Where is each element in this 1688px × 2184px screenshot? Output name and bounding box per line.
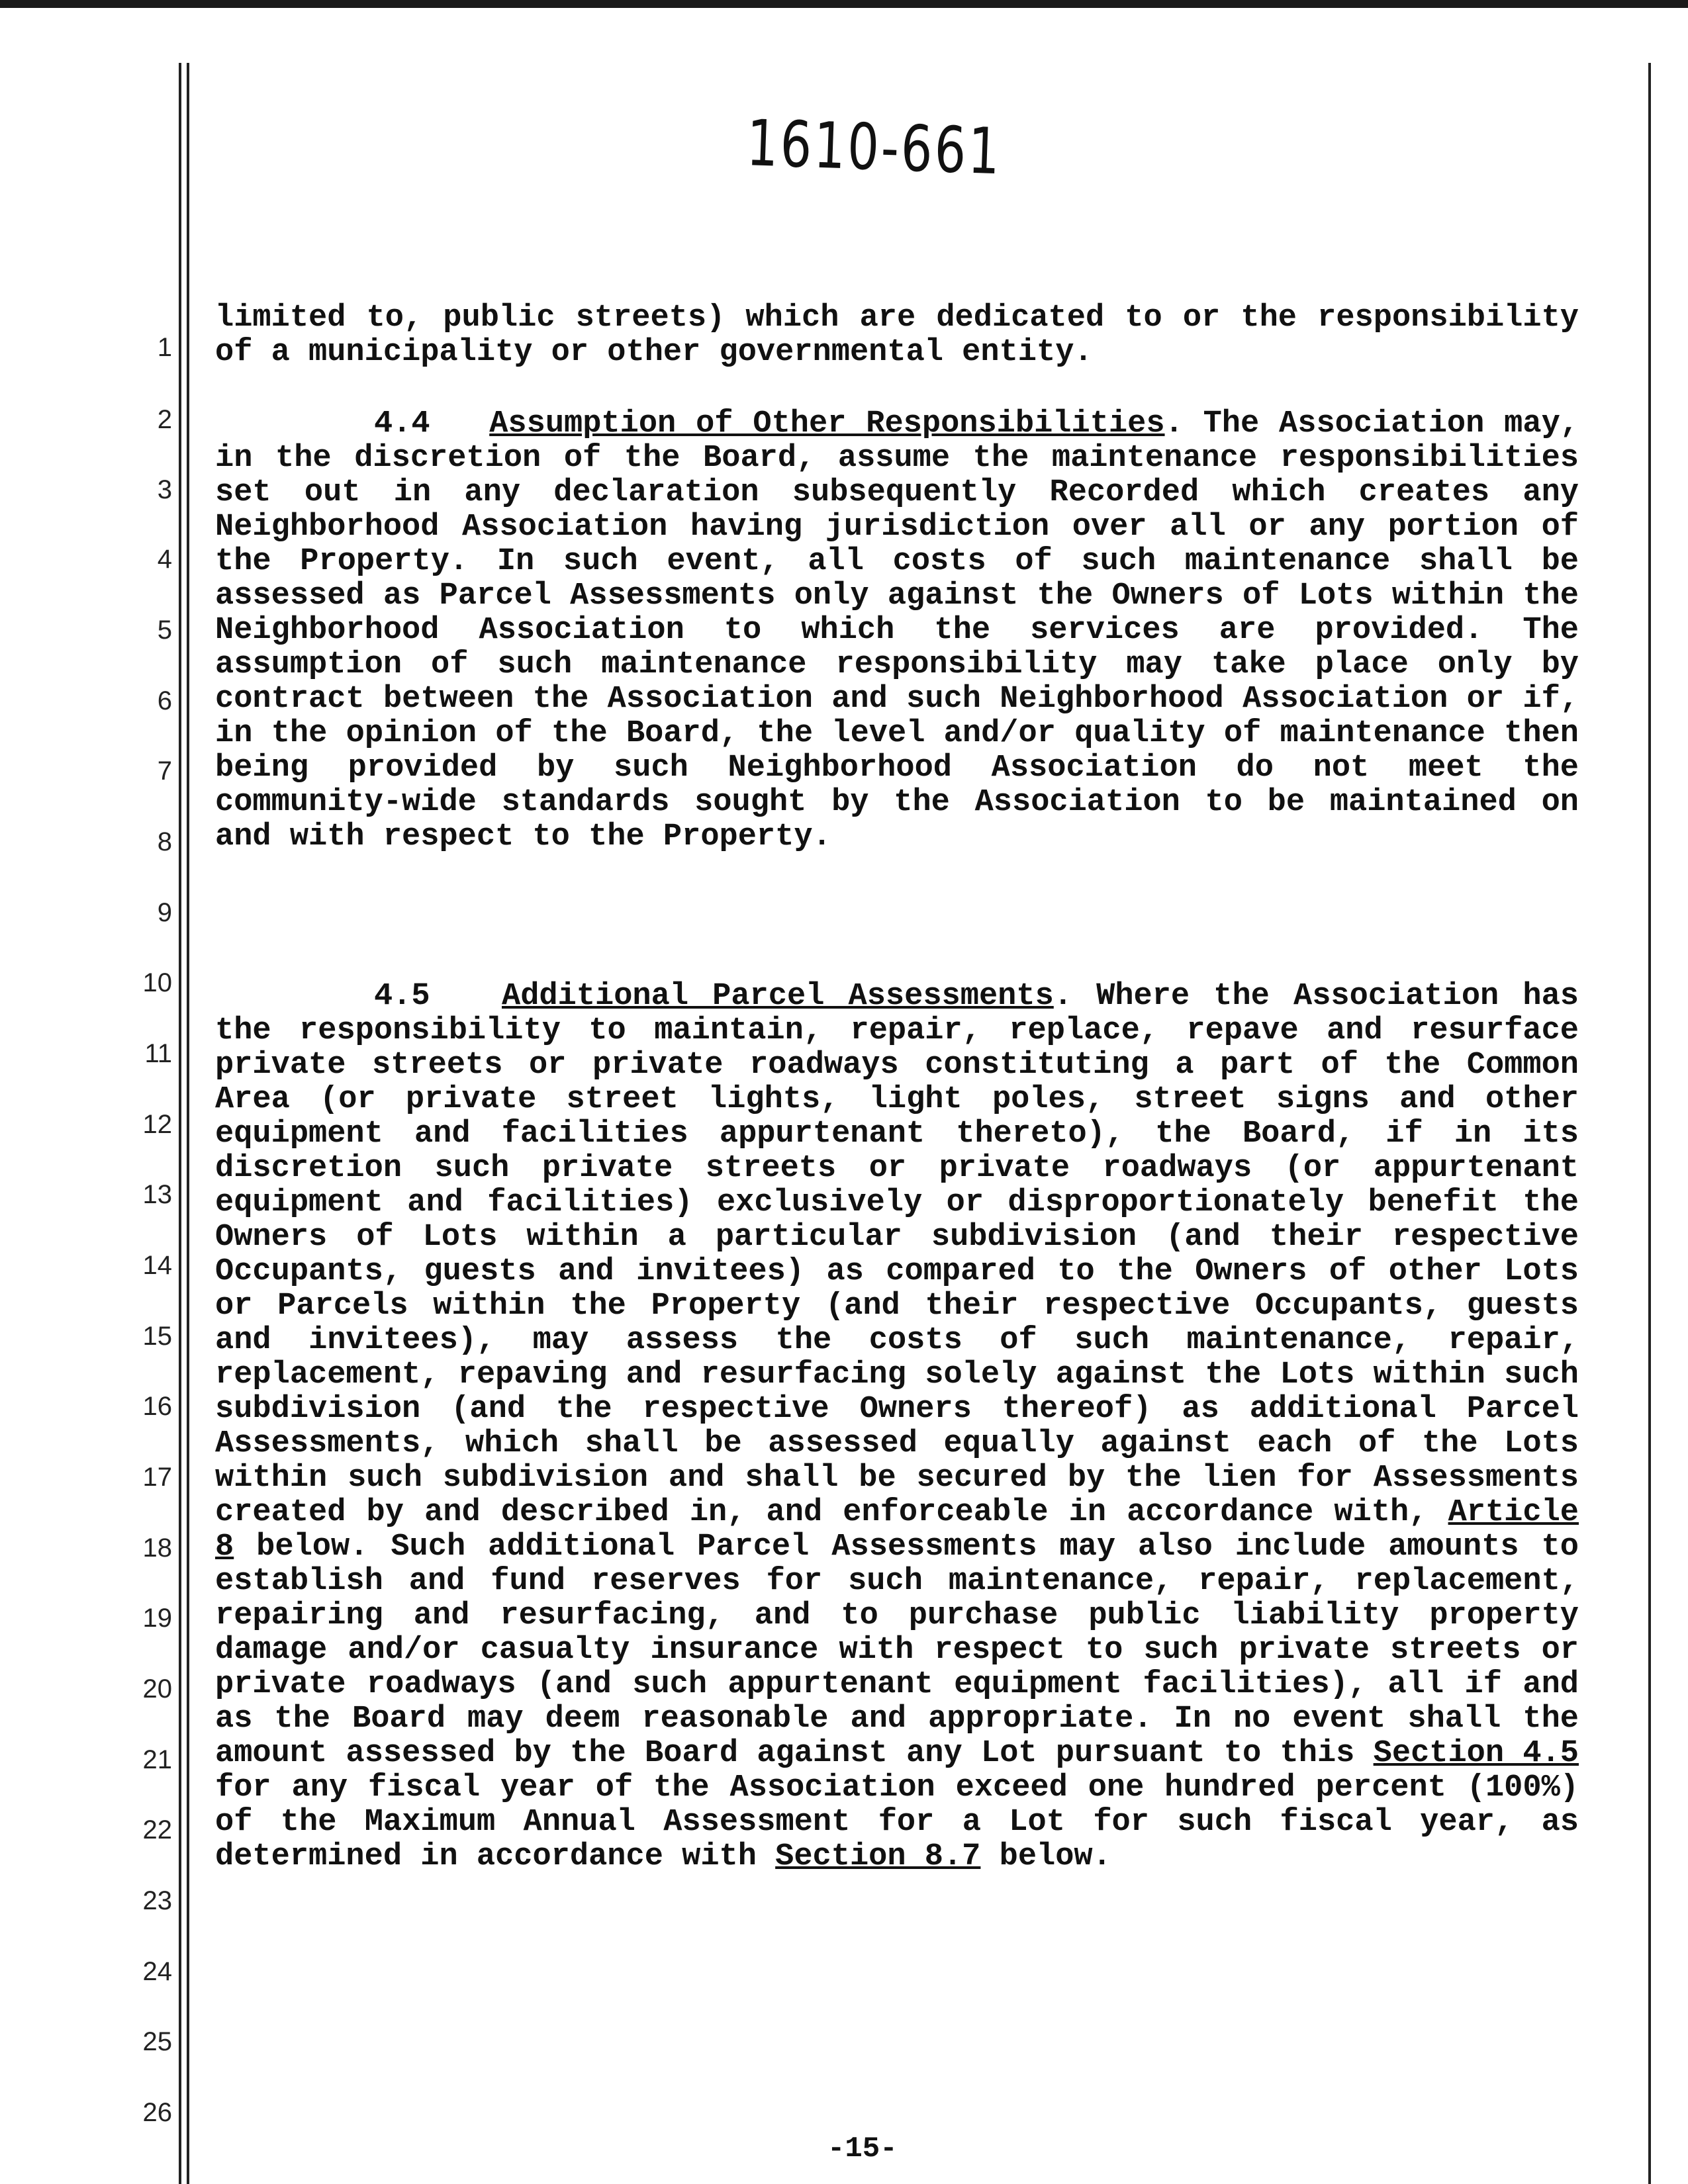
right-margin-rule: [1648, 63, 1651, 2184]
line-number: 19: [142, 1604, 172, 1633]
section-reference: Section 8.7: [775, 1839, 981, 1874]
line-number: 11: [144, 1039, 172, 1068]
section-heading: Additional Parcel Assessments: [502, 979, 1054, 1014]
line-number: 13: [142, 1180, 172, 1209]
line-number: 22: [142, 1815, 172, 1844]
section-heading: Assumption of Other Responsibilities: [489, 406, 1165, 441]
line-number: 15: [142, 1322, 172, 1351]
article-reference: Article 8: [215, 1495, 1579, 1565]
line-number: 25: [142, 2027, 172, 2056]
section-body: for any fiscal year of the Association exceed one hundred percent (100%) of the Maximum Annual Assessment for a Lot for such fiscal year, as determined in accordance with: [215, 1770, 1579, 1874]
line-number: 8: [157, 827, 172, 856]
section-body: . Where the Association has the responsibility to maintain, repair, replace, repave and resurface private streets or private roadways constituting a part of the Common Area (or private street lights, light poles, street signs and other equipment and facilities appurtenant thereto), the Board, if in its discretion such private streets or private roadways (or appurtenant equipment and facilities) exclusively or disproportionately benefit the Owners of Lots within a particular subdivision (and their respective Occupants, guests and invitees) as compared to the Owners of other Lots or Parcels within the Property (and their respective Occupants, guests and invitees), may assess the costs of such maintenance, repair, replacement, repaving and resurfacing solely against the Lots within such subdivision (and the respective Owners thereof) as additional Parcel Assessments, which shall be assessed equally against each of the Lots within such subdivision and shall be secured by the lien for Assessments created by and described in, and enforceable in accordance with,: [215, 979, 1579, 1530]
line-number: 24: [142, 1957, 172, 1986]
line-number: 12: [142, 1110, 172, 1139]
line-number: 17: [142, 1463, 172, 1492]
section-body: below. Such additional Parcel Assessments may also include amounts to establish and fund reserves for such maintenance, repair, replacement, repairing and resurfacing, and to purchase public liability property damage and/or casualty insurance with respect to such private streets or private roadways (and such appurtenant equipment facilities), all if and as the Board may deem reasonable and appropriate. In no event shall the amount assessed by the Board against any Lot pursuant to this: [215, 1529, 1579, 1771]
line-number: 7: [157, 756, 172, 786]
line-number: 18: [142, 1533, 172, 1563]
section-4-5: [215, 979, 1579, 1874]
line-number: 2: [157, 405, 172, 434]
line-number: 4: [157, 545, 172, 574]
line-number: 1: [157, 333, 172, 362]
line-number: 10: [142, 968, 172, 997]
scan-top-edge: [0, 0, 1688, 8]
paragraph-text: limited to, public streets) which are dedicated to or the responsibility of a municipality or other governmental entity.: [215, 300, 1579, 370]
section-reference: Section 4.5: [1373, 1736, 1579, 1771]
left-margin-rule: [179, 63, 181, 2184]
line-number: 26: [142, 2098, 172, 2127]
line-number: 6: [157, 686, 172, 715]
section-body: below.: [980, 1839, 1111, 1874]
line-number: 21: [142, 1745, 172, 1774]
section-number: 4.5: [374, 979, 430, 1014]
line-number: 14: [142, 1251, 172, 1280]
page-number: -15-: [827, 2132, 898, 2165]
line-number: 9: [157, 898, 172, 927]
section-number: 4.4: [374, 406, 430, 441]
line-number: 20: [142, 1674, 172, 1704]
line-number: 23: [142, 1886, 172, 1915]
left-margin-rule-inner: [187, 63, 189, 2184]
line-number: 3: [157, 475, 172, 504]
section-body: . The Association may, in the discretion of the Board, assume the maintenance responsibilities set out in any declaration subsequently Recorded which creates any Neighborhood Association having jurisdiction over all or any portion of the Property. In such event, all costs of such maintenance shall be assessed as Parcel Assessments only against the Owners of Lots within the Neighborhood Association to which the services are provided. The assumption of such maintenance responsibility may take place only by contract between the Association and such Neighborhood Association or if, in the opinion of the Board, the level and/or quality of maintenance then being provided by such Neighborhood Association do not meet the community-wide standards sought by the Association to be maintained on and with respect to the Property.: [215, 406, 1579, 854]
document-header-number: 1610-661: [745, 106, 1004, 189]
section-4-4: [215, 407, 1579, 854]
paragraph-continuation: [215, 301, 1579, 370]
line-number: 16: [142, 1392, 172, 1421]
line-number: 5: [157, 615, 172, 645]
